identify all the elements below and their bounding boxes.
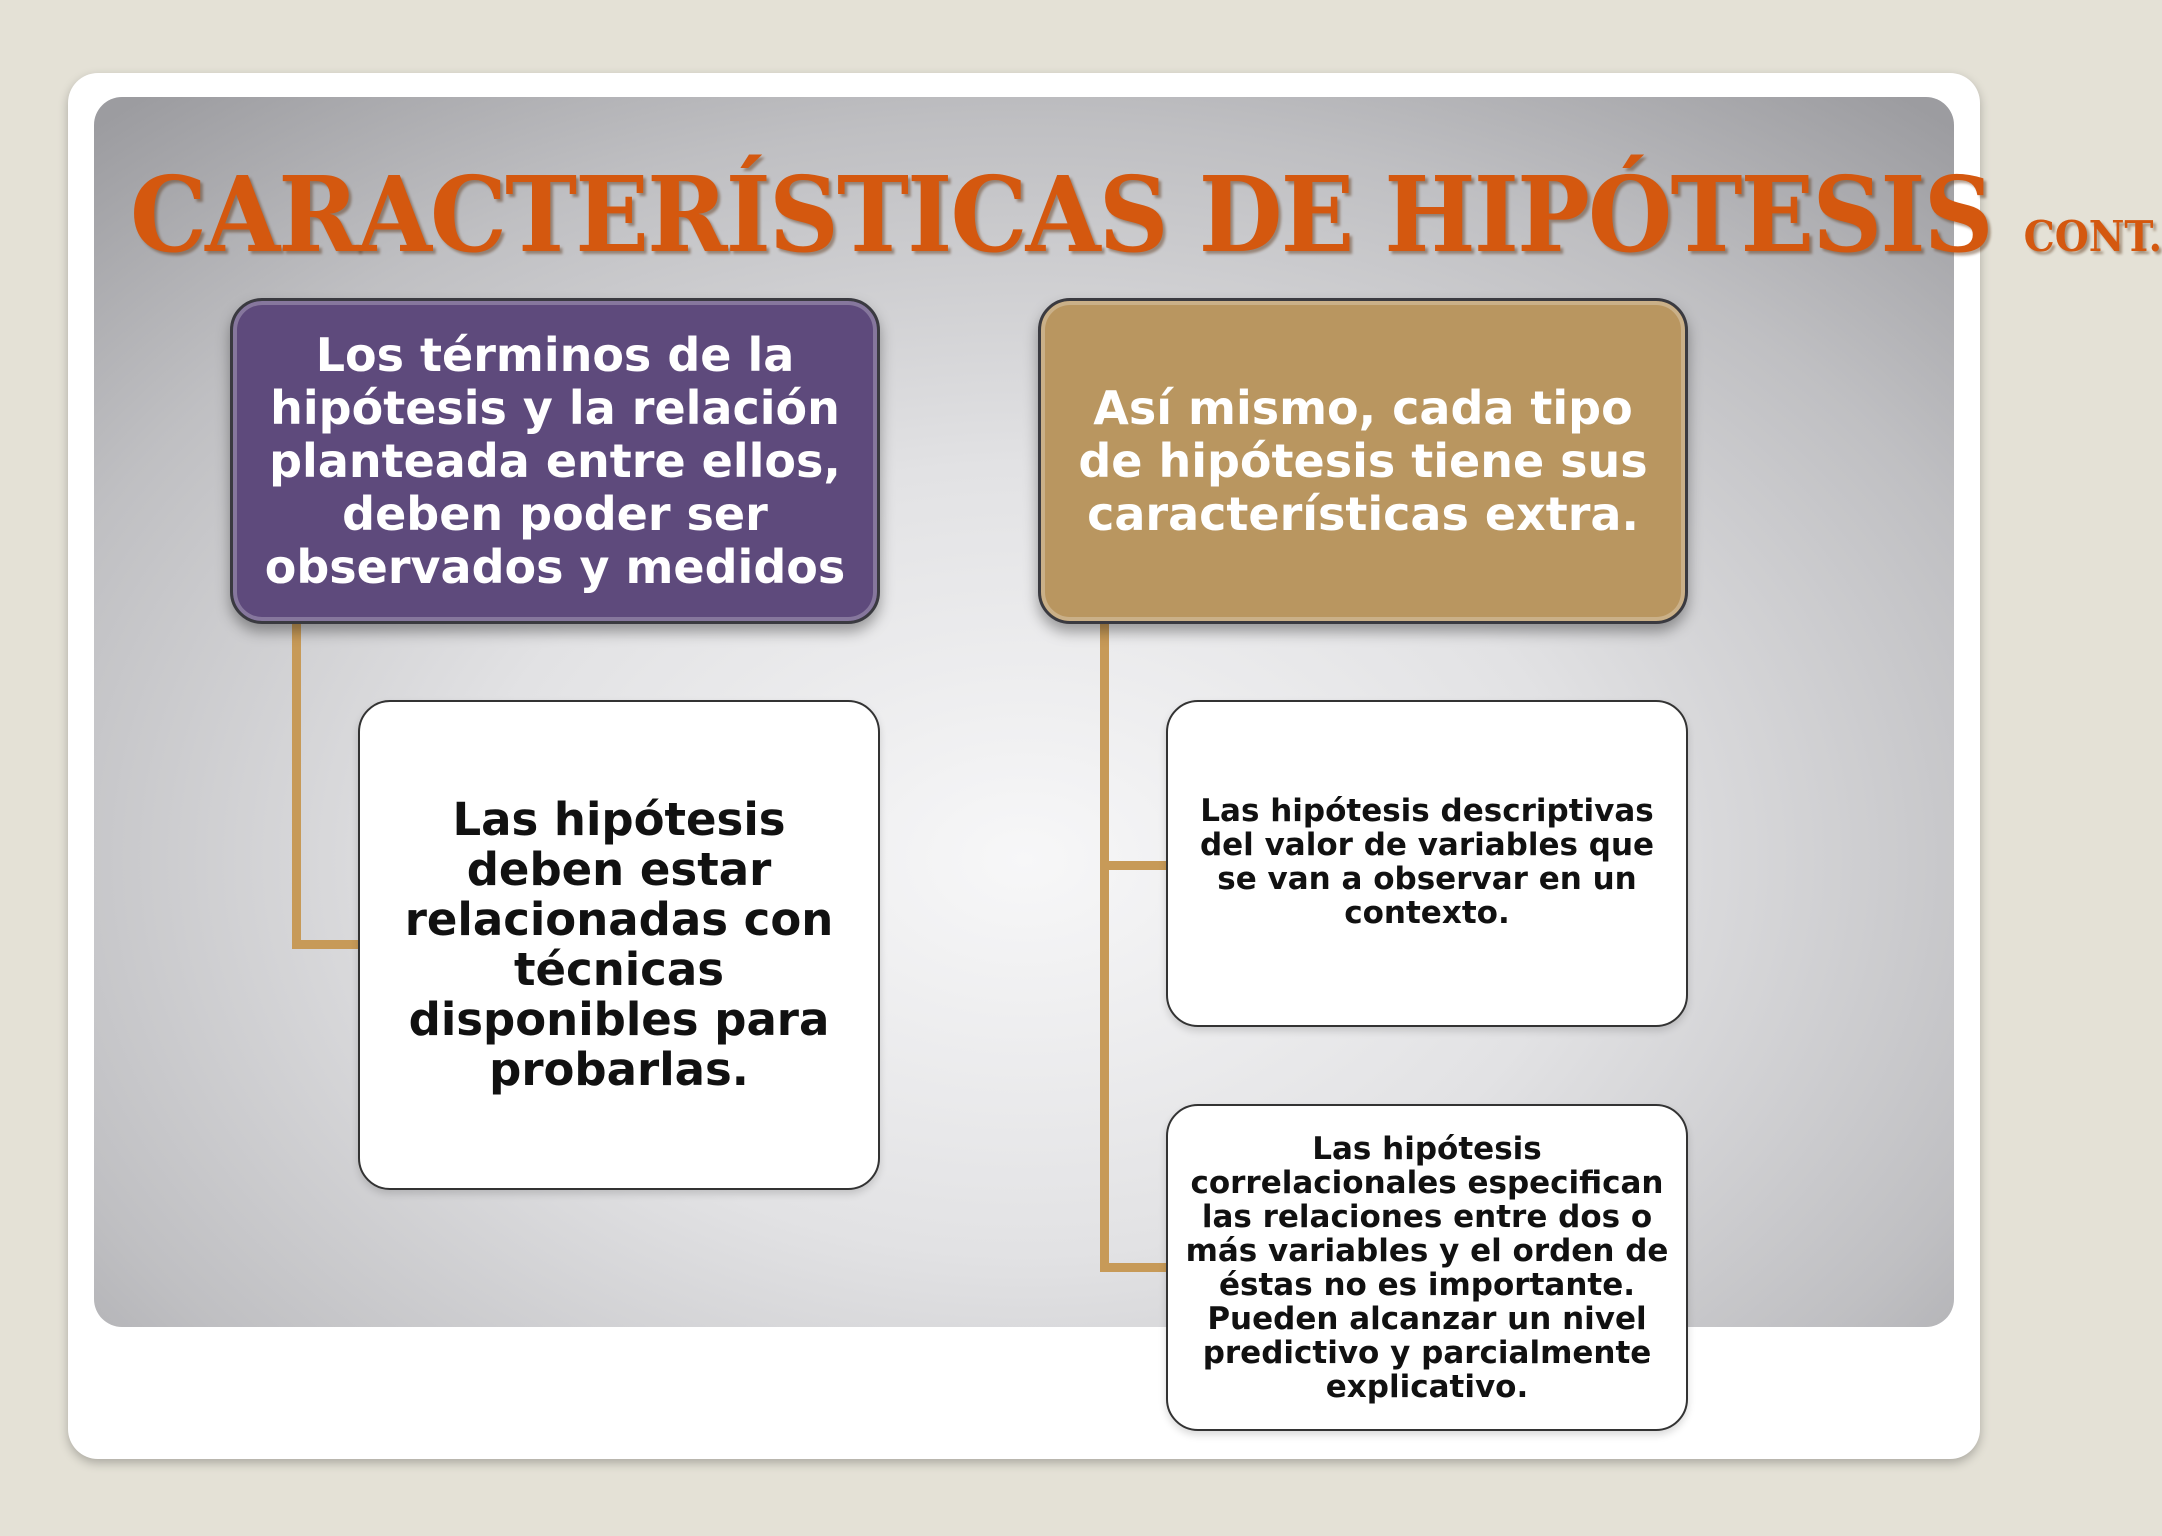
left-parent-box [230, 298, 880, 624]
right-child-text-correlational: Las hipótesis correlacionales especifican las relaciones entre dos o más variables y el orden de éstas no es importante. Pueden alcanzar un nivel predictivo y parcialmente explicativo. [1185, 1130, 1669, 1405]
right-connector-vertical [1100, 622, 1109, 1272]
left-connector-vertical [292, 622, 301, 949]
left-connector-horizontal [292, 940, 360, 949]
left-child-text: Las hipótesis deben estar relacionadas con técnicas disponibles para probarlas. [404, 793, 834, 1096]
right-child-box-correlational [1166, 1104, 1688, 1431]
title-suffix: CONT. [2023, 212, 2162, 261]
right-child-text-descriptive: Las hipótesis descriptivas del valor de variables que se van a observar en un contexto. [1199, 793, 1655, 931]
left-parent-text: Los términos de la hipótesis y la relación planteada entre ellos, deben poder ser observados y medidos [264, 327, 846, 594]
right-child-box-descriptive [1166, 700, 1688, 1027]
title-main: CARACTERÍSTICAS DE HIPÓTESIS [130, 153, 1992, 276]
left-child-box [358, 700, 880, 1190]
slide-title [130, 150, 2162, 280]
right-connector-horizontal-1 [1100, 861, 1168, 870]
right-parent-box [1038, 298, 1688, 624]
right-parent-text: Así mismo, cada tipo de hipótesis tiene sus características extra. [1078, 380, 1648, 541]
right-connector-horizontal-2 [1100, 1263, 1168, 1272]
